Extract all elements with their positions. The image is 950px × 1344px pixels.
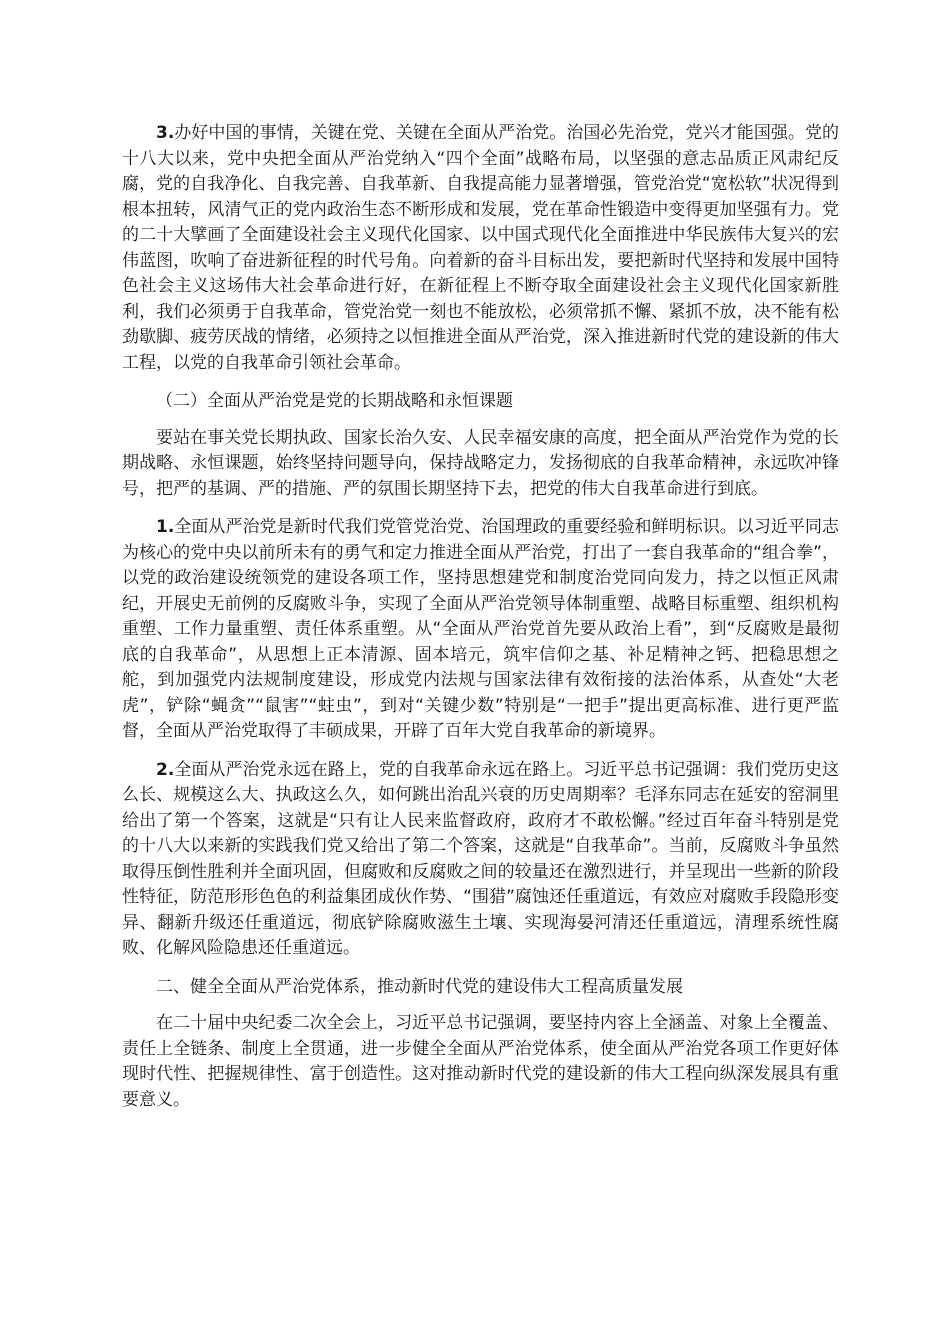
point-number: 2.	[156, 759, 175, 780]
paragraph-closing	[122, 1011, 839, 1113]
paragraph-intro	[122, 426, 839, 503]
document-body	[122, 121, 839, 1126]
paragraph-point-3	[122, 121, 839, 376]
paragraph-text: 全面从严治党永远在路上，党的自我革命永远在路上。习近平总书记强调：我们党历史这么长、规模这么大、执政这么久，如何跳出治乱兴衰的历史周期率？毛泽东同志在延安的窑洞里给出了第一个答案，这就是“只有让人民来监督政府，政府才不敢松懈。”经过百年奋斗特别是党的十八大以来新的实践我们党又给出了第二个答案，这就是“自我革命”。当前，反腐败斗争虽然取得压倒性胜利并全面巩固，但腐败和反腐败之间的较量还在激烈进行，并呈现出一些新的阶段性特征，防范形形色色的利益集团成伙作势、“围猎”腐蚀还任重道远，有效应对腐败手段隐形变异、翻新升级还任重道远，彻底铲除腐败滋生土壤、实现海晏河清还任重道远，清理系统性腐败、化解风险隐患还任重道远。	[122, 759, 839, 958]
heading-text: 二、健全全面从严治党体系，推动新时代党的建设伟大工程高质量发展	[156, 976, 683, 997]
paragraph-point-1	[122, 515, 839, 745]
point-number: 1.	[156, 517, 175, 537]
paragraph-text: 要站在事关党长期执政、国家长治久安、人民幸福安康的高度，把全面从严治党作为党的长期战略、永恒课题，始终坚持问题导向，保持战略定力，发扬彻底的自我革命精神，永远吹冲锋号，把严的基调、严的措施、严的氛围长期坚持下去，把党的伟大自我革命进行到底。	[122, 427, 839, 499]
paragraph-point-2	[122, 758, 839, 962]
paragraph-text: 办好中国的事情，关键在党、关键在全面从严治党。治国必先治党，党兴才能国强。党的十八大以来，党中央把全面从严治党纳入“四个全面”战略布局，以坚强的意志品质正风肃纪反腐，党的自我净化、自我完善、自我革新、自我提高能力显著增强，管党治党“宽松软”状况得到根本扭转，风清气正的党内政治生态不断形成和发展，党在革命性锻造中变得更加坚强有力。党的二十大擘画了全面建设社会主义现代化国家、以中国式现代化全面推进中华民族伟大复兴的宏伟蓝图，吹响了奋进新征程的时代号角。向着新的奋斗目标出发，要把新时代坚持和发展中国特色社会主义这场伟大社会革命进行好，在新征程上不断夺取全面建设社会主义现代化国家新胜利，我们必须勇于自我革命，管党治党一刻也不能放松，必须常抓不懈、紧抓不放，决不能有松劲歇脚、疲劳厌战的情绪，必须持之以恒推进全面从严治党，深入推进新时代党的建设新的伟大工程，以党的自我革命引领社会革命。	[122, 123, 839, 373]
section-heading-2	[122, 389, 839, 415]
paragraph-text: 在二十届中央纪委二次全会上，习近平总书记强调，要坚持内容上全涵盖、对象上全覆盖、责任上全链条、制度上全贯通，进一步健全全面从严治党体系，使全面从严治党各项工作更好体现时代性、把握规律性、富于创造性。这对推动新时代党的建设新的伟大工程向纵深发展具有重要意义。	[122, 1013, 839, 1110]
paragraph-text: 全面从严治党是新时代我们党管党治党、治国理政的重要经验和鲜明标识。以习近平同志为核心的党中央以前所未有的勇气和定力推进全面从严治党，打出了一套自我革命的“组合拳”，以党的政治建设统领党的建设各项工作，坚持思想建党和制度治党同向发力，持之以恒正风肃纪，开展史无前例的反腐败斗争，实现了全面从严治党领导体制重塑、战略目标重塑、组织机构重塑、工作力量重塑、责任体系重塑。从“全面从严治党首先要从政治上看”，到“反腐败是最彻底的自我革命”，从思想上正本清源、固本培元，筑牢信仰之基、补足精神之钙、把稳思想之舵，到加强党内法规制度建设，形成党内法规与国家法律有效衔接的法治体系，从查处“大老虎”，铲除“蝇贪”“鼠害”“蛀虫”，到对“关键少数”特别是“一把手”提出更高标准、进行更严监督，全面从严治党取得了丰硕成果，开辟了百年大党自我革命的新境界。	[122, 517, 839, 741]
point-number: 3.	[156, 123, 175, 143]
section-heading-main	[122, 975, 839, 1001]
heading-text: （二）全面从严治党是党的长期战略和永恒课题	[156, 391, 513, 411]
